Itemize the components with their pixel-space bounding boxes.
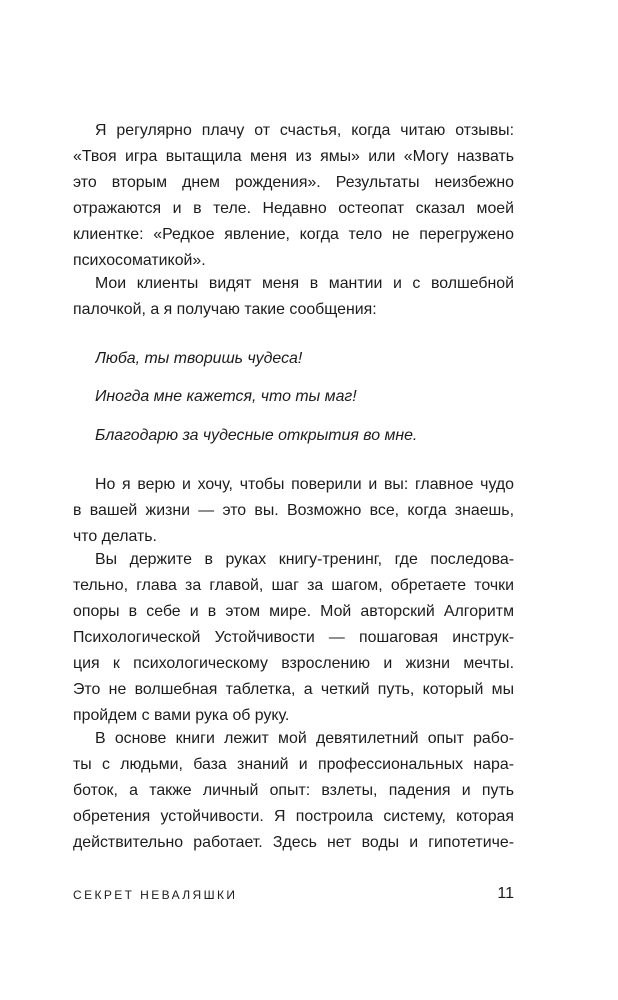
text-line: «Твоя игра вытащила меня из ямы» или «Могу назвать: [73, 148, 514, 165]
text-line: ты с людьми, база знаний и профессиональных нара-: [73, 756, 514, 773]
quote-line: Иногда мне кажется, что ты маг!: [95, 388, 357, 405]
text-line: тельно, глава за главой, шаг за шагом, обретаете точки: [73, 577, 514, 594]
text-line: Мои клиенты видят меня в мантии и с волшебной: [95, 275, 514, 292]
text-line: отражаются и в теле. Недавно остеопат сказал моей: [73, 200, 514, 217]
quote-line: Благодарю за чудесные открытия во мне.: [95, 427, 418, 444]
page-number: 11: [497, 885, 514, 902]
running-title: СЕКРЕТ НЕВАЛЯШКИ: [73, 888, 238, 902]
text-line: пройдем с вами рука об руку.: [73, 707, 290, 724]
quote-line: Люба, ты творишь чудеса!: [95, 350, 303, 367]
text-line: опоры в себе и в этом мире. Мой авторский Алгоритм: [73, 603, 514, 620]
text-line: психосоматикой».: [73, 252, 206, 269]
text-line: обретения устойчивости. Я построила систему, которая: [73, 808, 514, 825]
text-line: палочкой, а я получаю такие сообщения:: [73, 301, 377, 318]
text-line: действительно работает. Здесь нет воды и гипотетиче-: [73, 834, 514, 851]
text-line: это вторым днем рождения». Результаты неизбежно: [73, 174, 514, 191]
text-line: Психологической Устойчивости — пошаговая инструк-: [73, 629, 514, 646]
text-line: боток, а также личный опыт: взлеты, падения и путь: [73, 782, 514, 799]
text-line: Но я верю и хочу, чтобы поверили и вы: главное чудо: [95, 476, 514, 493]
text-line: ция к психологическому взрослению и жизни мечты.: [73, 655, 514, 672]
text-line: Это не волшебная таблетка, а четкий путь, который мы: [73, 681, 514, 698]
text-line: Вы держите в руках книгу-тренинг, где последова-: [95, 551, 514, 568]
text-line: В основе книги лежит мой девятилетний опыт рабо-: [95, 730, 514, 747]
text-line: Я регулярно плачу от счастья, когда читаю отзывы:: [95, 122, 514, 139]
text-line: в вашей жизни — это вы. Возможно все, когда знаешь,: [73, 502, 514, 519]
text-line: что делать.: [73, 528, 157, 545]
text-line: клиентке: «Редкое явление, когда тело не перегружено: [73, 226, 514, 243]
